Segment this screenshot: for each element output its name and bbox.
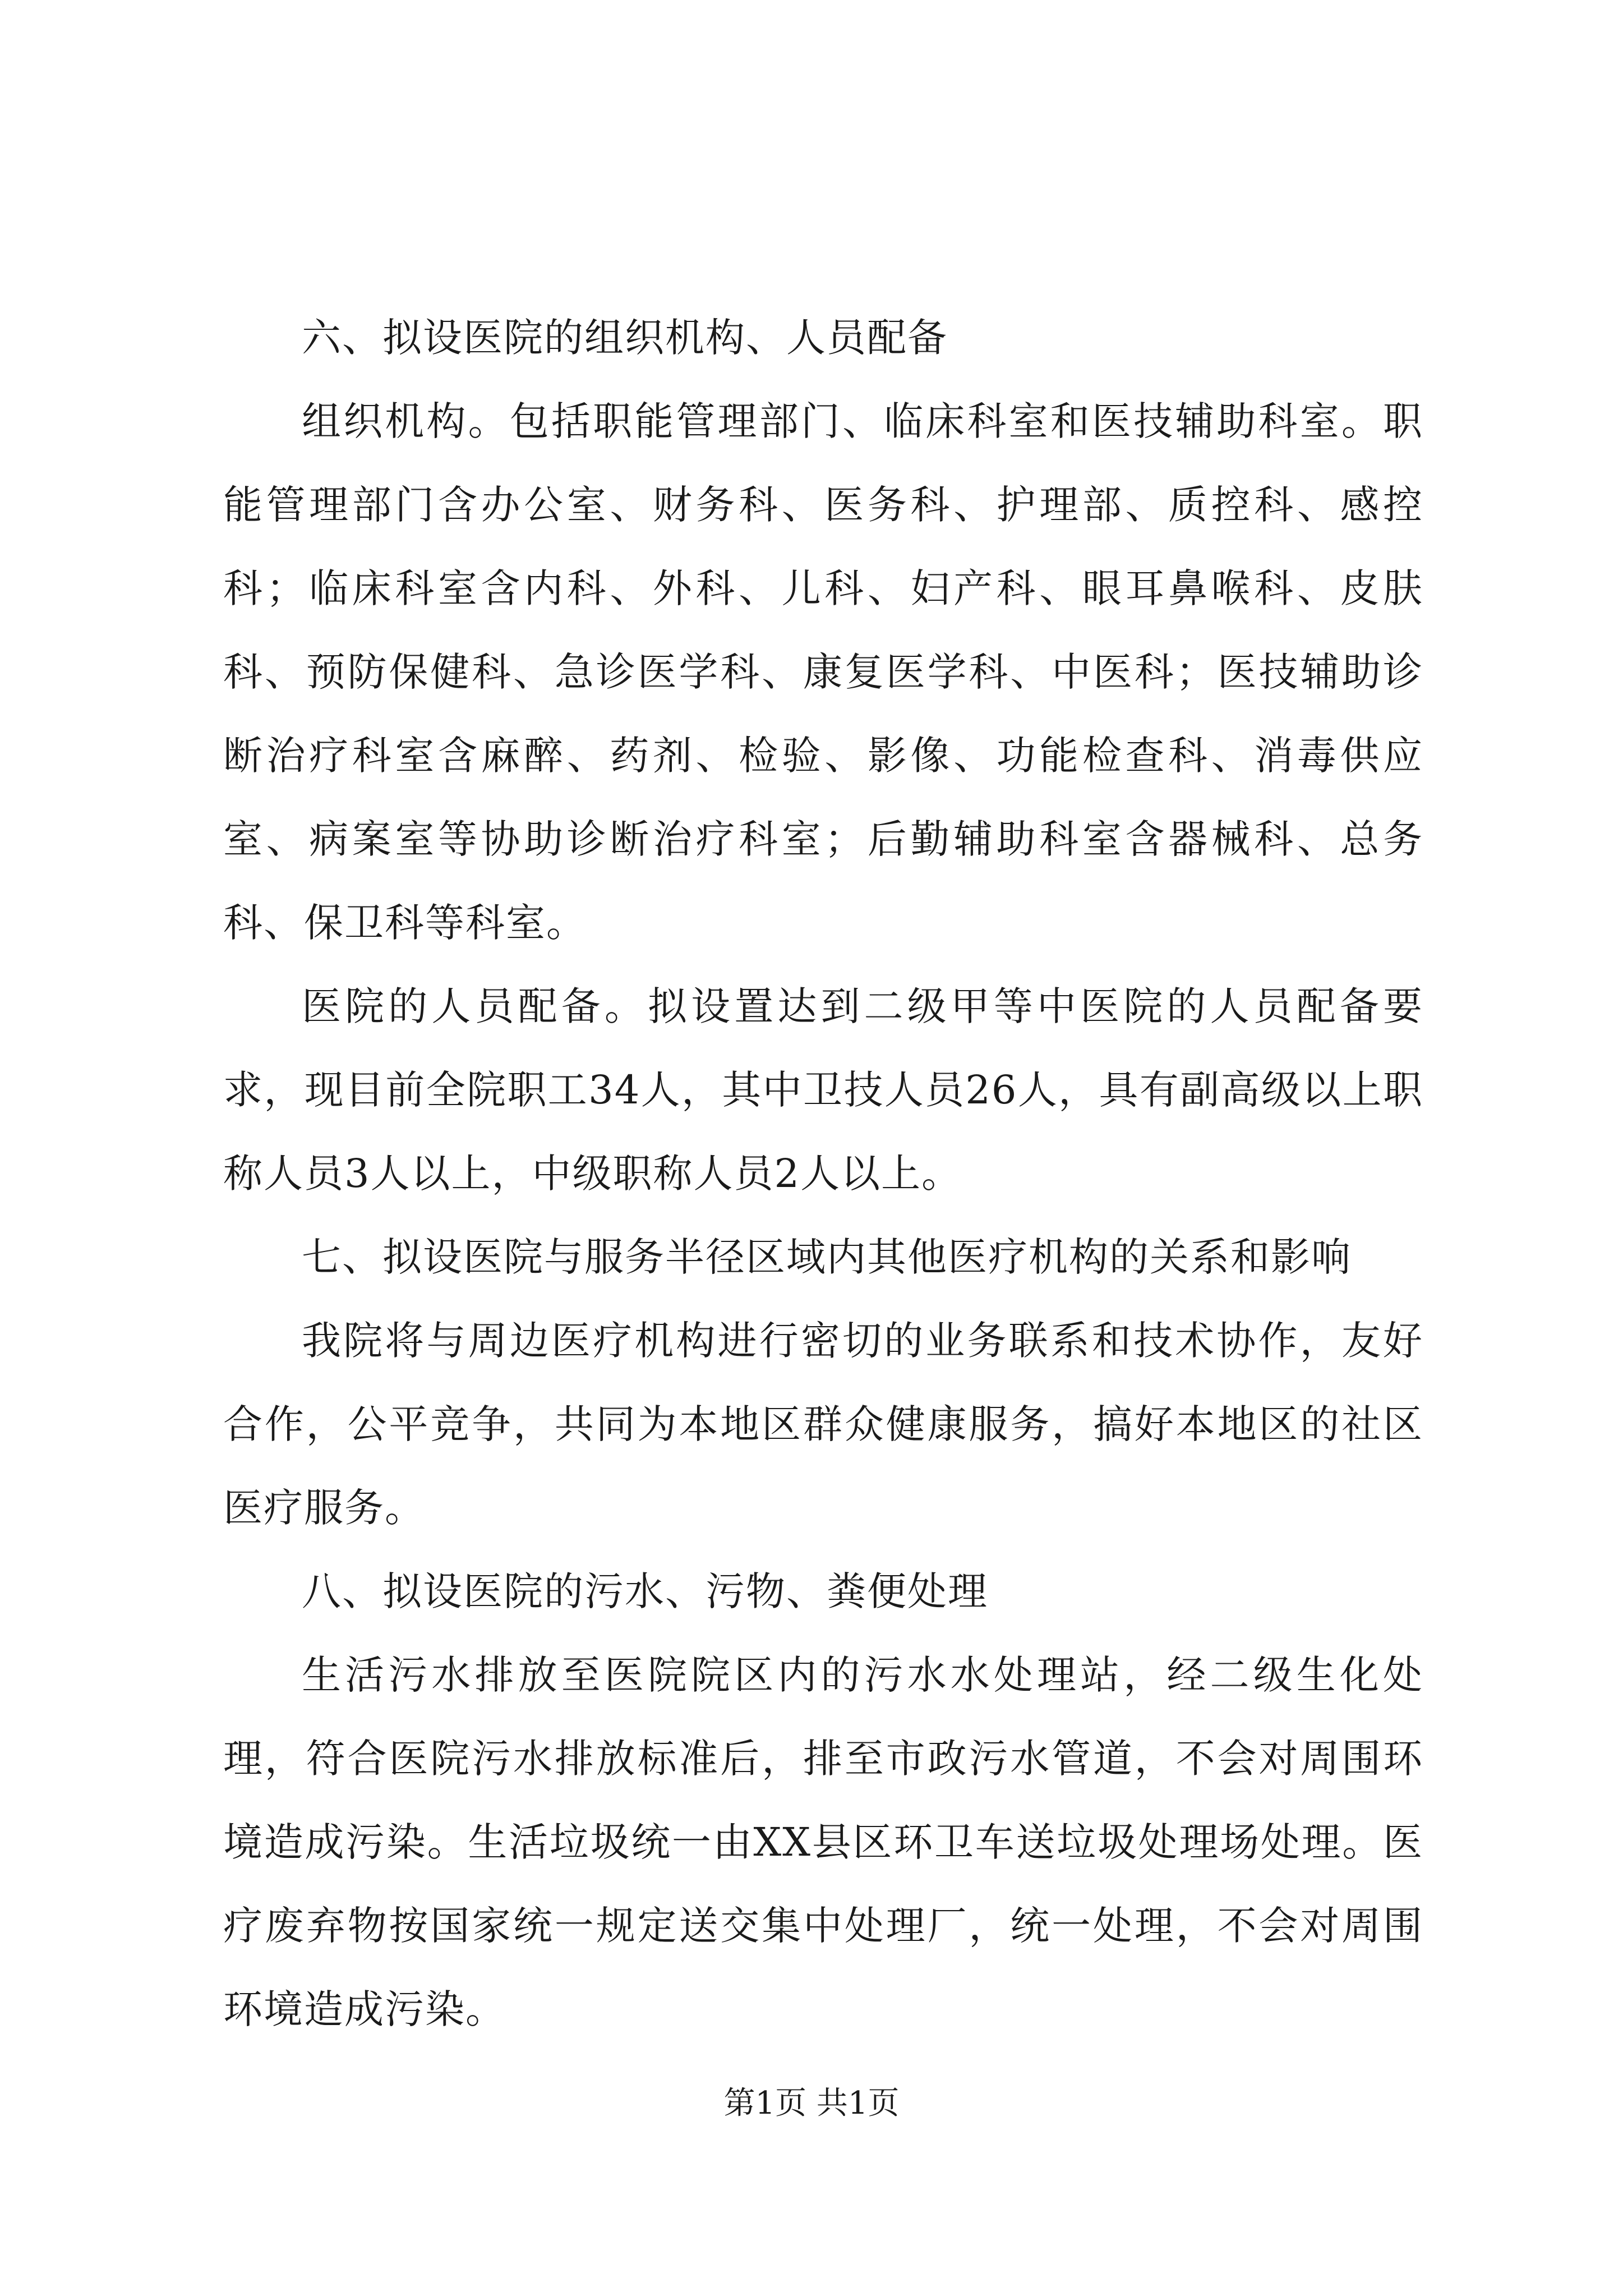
paragraph-organization: 组织机构。包括职能管理部门、临床科室和医技辅助科室。职能管理部门含办公室、财务科、医务科、护理部、质控科、感控科；临床科室含内科、外科、儿科、妇产科、眼耳鼻喉科、皮肤科、预防保健科、急诊医学科、康复医学科、中医科；医技辅助诊断治疗科室含麻醉、药剂、检验、影像、功能检查科、消毒供应室、病案室等协助诊断治疗科室；后勤辅助科室含器械科、总务科、保卫科等科室。 — [223, 398, 1423, 946]
paragraph-waste-treatment: 生活污水排放至医院院区内的污水水处理站，经二级生化处理，符合医院污水排放标准后，排至市政污水管道，不会对周围环境造成污染。生活垃圾统一由XX县区环卫车送垃圾处理场处理。医疗废弃物按国家统一规定送交集中处理厂，统一处理，不会对周围环境造成污染。 — [223, 1652, 1423, 2032]
page-footer: 第1页 共1页 — [723, 2085, 900, 2122]
section-heading-7: 七、拟设医院与服务半径区域内其他医疗机构的关系和影响 — [302, 1234, 1352, 1280]
document-body — [223, 296, 1423, 2051]
section-heading-8: 八、拟设医院的污水、污物、粪便处理 — [302, 1568, 988, 1614]
section-heading-6: 六、拟设医院的组织机构、人员配备 — [302, 315, 948, 361]
paragraph-staffing: 医院的人员配备。拟设置达到二级甲等中医院的人员配备要求，现目前全院职工34人，其中卫技人员26人，具有副高级以上职称人员3人以上，中级职称人员2人以上。 — [223, 983, 1423, 1197]
paragraph-relations: 我院将与周边医疗机构进行密切的业务联系和技术协作，友好合作，公平竞争，共同为本地区群众健康服务，搞好本地区的社区医疗服务。 — [223, 1318, 1423, 1531]
